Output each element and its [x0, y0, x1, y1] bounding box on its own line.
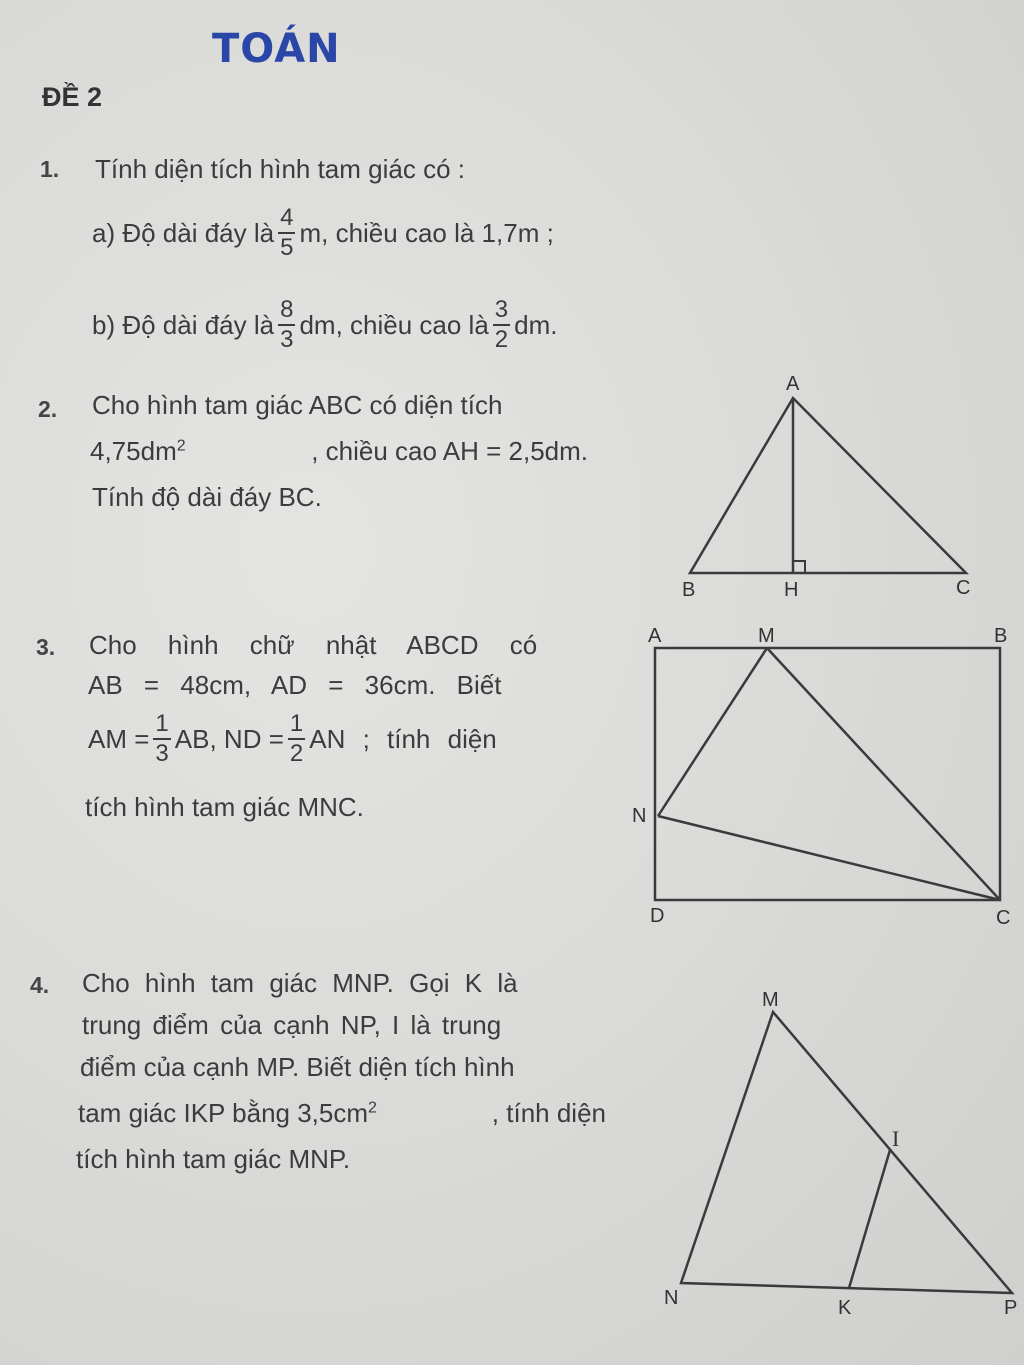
frac-numerator: 3 [494, 296, 509, 323]
segment-mn [658, 648, 767, 816]
segment-ik [849, 1150, 890, 1288]
label-b: B [994, 625, 1008, 647]
an-text: AN ; tính diện [309, 723, 497, 754]
label-h: H [784, 579, 799, 601]
frac-numerator: 8 [280, 296, 294, 323]
problem-2-line3: Tính độ dài đáy BC. [92, 482, 322, 512]
frac-numerator: 4 [280, 204, 294, 231]
problem-4-line2: trung điểm của cạnh NP, I là trung [82, 1010, 502, 1040]
label-k: K [838, 1297, 852, 1319]
problem-1b-suffix: dm. [514, 309, 558, 340]
label-n: N [664, 1287, 679, 1309]
problem-3-line4: tích hình tam giác MNC. [85, 792, 364, 822]
problem-2-number: 2. [38, 396, 58, 422]
figure-triangle-abc [690, 398, 966, 573]
frac-denominator: 5 [280, 234, 294, 261]
problem-1a-suffix: m, chiều cao là 1,7m ; [299, 217, 554, 248]
label-n: N [632, 805, 647, 827]
frac-denominator: 2 [494, 326, 509, 353]
problem-4-line1: Cho hình tam giác MNP. Gọi K là [82, 968, 518, 998]
problem-4-number: 4. [30, 972, 50, 998]
frac-numerator: 1 [155, 710, 169, 737]
am-text: AM = [88, 723, 150, 754]
frac-numerator: 1 [289, 710, 304, 737]
problem-2-line1: Cho hình tam giác ABC có diện tích [92, 390, 503, 420]
label-i: I [892, 1126, 900, 1151]
area-value: 4,75dm [90, 436, 177, 466]
triangle-abc [690, 398, 966, 573]
problem-3-line2: AB = 48cm, AD = 36cm. Biết [88, 670, 502, 700]
label-p: P [1004, 1297, 1018, 1319]
label-a: A [786, 373, 800, 395]
problem-3-number: 3. [36, 634, 56, 660]
frac-denominator: 2 [289, 740, 304, 767]
area-exponent: 2 [176, 437, 186, 455]
rectangle-abcd [655, 648, 1000, 900]
problem-4-line3: điểm của cạnh MP. Biết diện tích hình [80, 1052, 515, 1082]
problem-3-line1: Cho hình chữ nhật ABCD có [89, 630, 538, 660]
problem-1b-prefix: b) Độ dài đáy là [92, 309, 275, 340]
problem-1-text: Tính diện tích hình tam giác có : [95, 154, 465, 184]
ikp-area: tam giác IKP bằng 3,5cm [78, 1098, 369, 1128]
frac-denominator: 3 [155, 740, 169, 767]
problem-1-number: 1. [40, 156, 60, 182]
triangle-mnp [681, 1012, 1012, 1293]
nd-text: AB, ND = [174, 723, 284, 754]
handwritten-title: TOÁN [212, 26, 341, 72]
height-text: , chiều cao AH = 2,5dm. [311, 436, 588, 466]
label-c: C [956, 577, 971, 599]
problem-1a-prefix: a) Độ dài đáy là [92, 217, 275, 248]
figure-triangle-mnp [681, 1012, 1012, 1293]
segment-nc [658, 816, 1000, 900]
label-m: M [762, 989, 779, 1011]
problem-4-line5: tích hình tam giác MNP. [76, 1144, 351, 1174]
label-b: B [682, 579, 696, 601]
ikp-tail: , tính diện [491, 1098, 606, 1128]
frac-denominator: 3 [280, 326, 294, 353]
label-a: A [648, 625, 662, 647]
figure-rectangle-abcd [655, 648, 1000, 900]
right-angle-mark [793, 561, 805, 573]
page-heading: ĐỀ 2 [42, 82, 103, 112]
segment-mc [767, 648, 1000, 900]
label-m: M [758, 625, 775, 647]
label-c: C [996, 907, 1011, 929]
problem-1b-mid: dm, chiều cao là [299, 309, 489, 340]
ikp-exponent: 2 [368, 1099, 377, 1117]
label-d: D [650, 905, 665, 927]
